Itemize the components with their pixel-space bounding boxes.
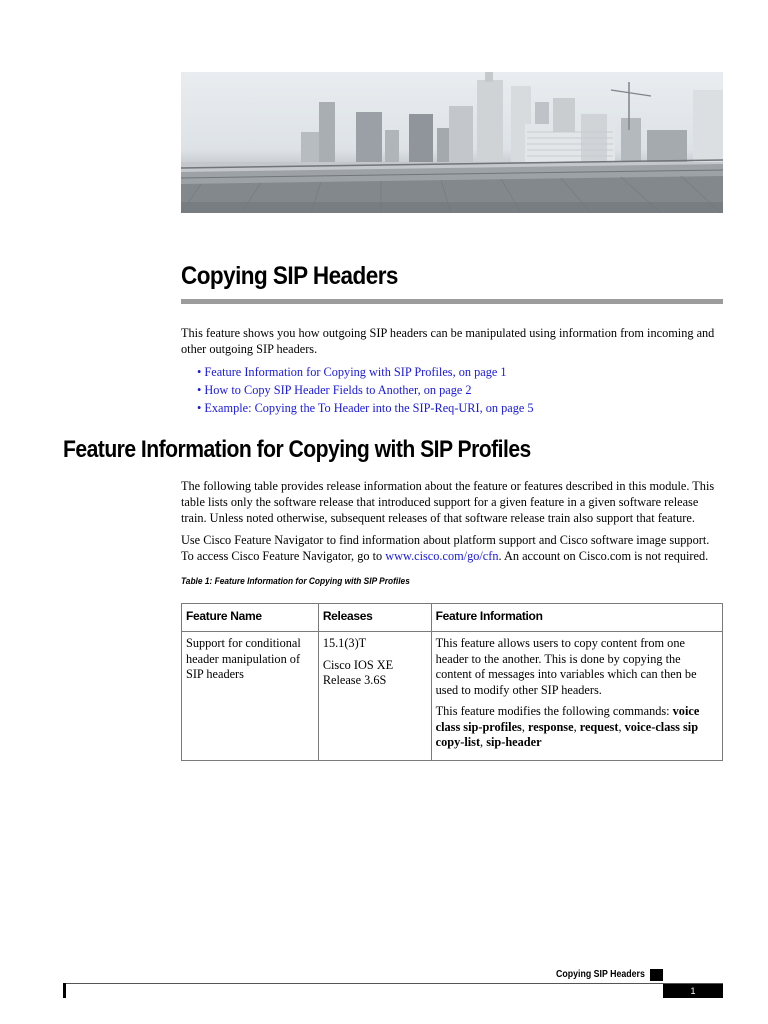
toc-link-how-to-copy[interactable]: How to Copy SIP Header Fields to Another, on page 2 <box>204 383 472 397</box>
footer-tick <box>63 983 66 998</box>
city-banner-image <box>181 72 723 213</box>
separator: , <box>573 719 580 734</box>
command-name: response <box>528 719 574 734</box>
command-name: voice-class sip copy-list <box>435 719 699 749</box>
command-name: request <box>579 719 619 734</box>
toc-item[interactable] <box>197 381 534 399</box>
bullet: • <box>197 365 202 379</box>
command-name: voice class sip-profiles <box>435 704 700 734</box>
section-heading: Feature Information for Copying with SIP Profiles <box>63 436 531 463</box>
title-rule <box>181 299 723 304</box>
toc-item[interactable] <box>197 363 534 381</box>
column-header-feature-name: Feature Name <box>182 604 319 632</box>
separator: , <box>618 719 625 734</box>
cfn-link[interactable]: www.cisco.com/go/cfn <box>385 549 499 563</box>
footer-marker <box>650 969 663 981</box>
page-title: Copying SIP Headers <box>181 262 398 290</box>
separator: , <box>521 719 528 734</box>
footer-title: Copying SIP Headers <box>556 969 645 980</box>
cell-feature-information <box>431 632 722 761</box>
section-paragraph-1: The following table provides release information about the feature or features described in this module. This table lists only the software release that introduced support for a given feature in a given software release train. Unless noted otherwise, subsequent releases of that software release train also support that feature. <box>181 479 715 525</box>
para2-text-b: . An account on Cisco.com is not required. <box>498 549 709 563</box>
info-paragraph: This feature allows users to copy content from one header to the another. This is done by copying the content of messages into variables which can then be used to modify other SIP headers. <box>435 636 697 697</box>
table-row <box>182 632 723 761</box>
cell-feature-name: Support for conditional header manipulation of SIP headers <box>182 632 319 761</box>
bullet: • <box>197 401 202 415</box>
toc-link-example[interactable]: Example: Copying the To Header into the SIP-Req-URI, on page 5 <box>204 401 534 415</box>
command-name: sip-header <box>486 735 542 749</box>
bullet: • <box>197 383 202 397</box>
release-ios: 15.1(3)T <box>322 636 367 650</box>
footer-rule <box>63 983 723 984</box>
toc-list <box>197 363 534 417</box>
page-number: 1 <box>663 984 723 998</box>
commands-paragraph <box>436 704 718 751</box>
toc-link-feature-info[interactable]: Feature Information for Copying with SIP Profiles, on page 1 <box>204 365 507 379</box>
toc-item[interactable] <box>197 399 534 417</box>
release-ios-xe: Cisco IOS XE Release 3.6S <box>322 657 394 687</box>
separator: , <box>480 735 487 749</box>
intro-paragraph: This feature shows you how outgoing SIP headers can be manipulated using information from incoming and other outgoing SIP headers. <box>181 326 715 356</box>
feature-table <box>181 603 723 761</box>
cell-releases <box>318 632 431 761</box>
city-skyline-illustration <box>181 72 723 213</box>
para2-text-a: Use Cisco Feature Navigator to find information about platform support and Cisco software image support. To access Cisco Feature Navigator, go to <box>181 533 710 563</box>
column-header-releases: Releases <box>318 604 431 632</box>
column-header-feature-information: Feature Information <box>431 604 722 632</box>
section-paragraph-2 <box>181 532 723 564</box>
commands-lead: This feature modifies the following commands: <box>435 704 673 718</box>
table-header-row <box>182 604 723 632</box>
table-caption: Table 1: Feature Information for Copying with SIP Profiles <box>181 576 410 587</box>
